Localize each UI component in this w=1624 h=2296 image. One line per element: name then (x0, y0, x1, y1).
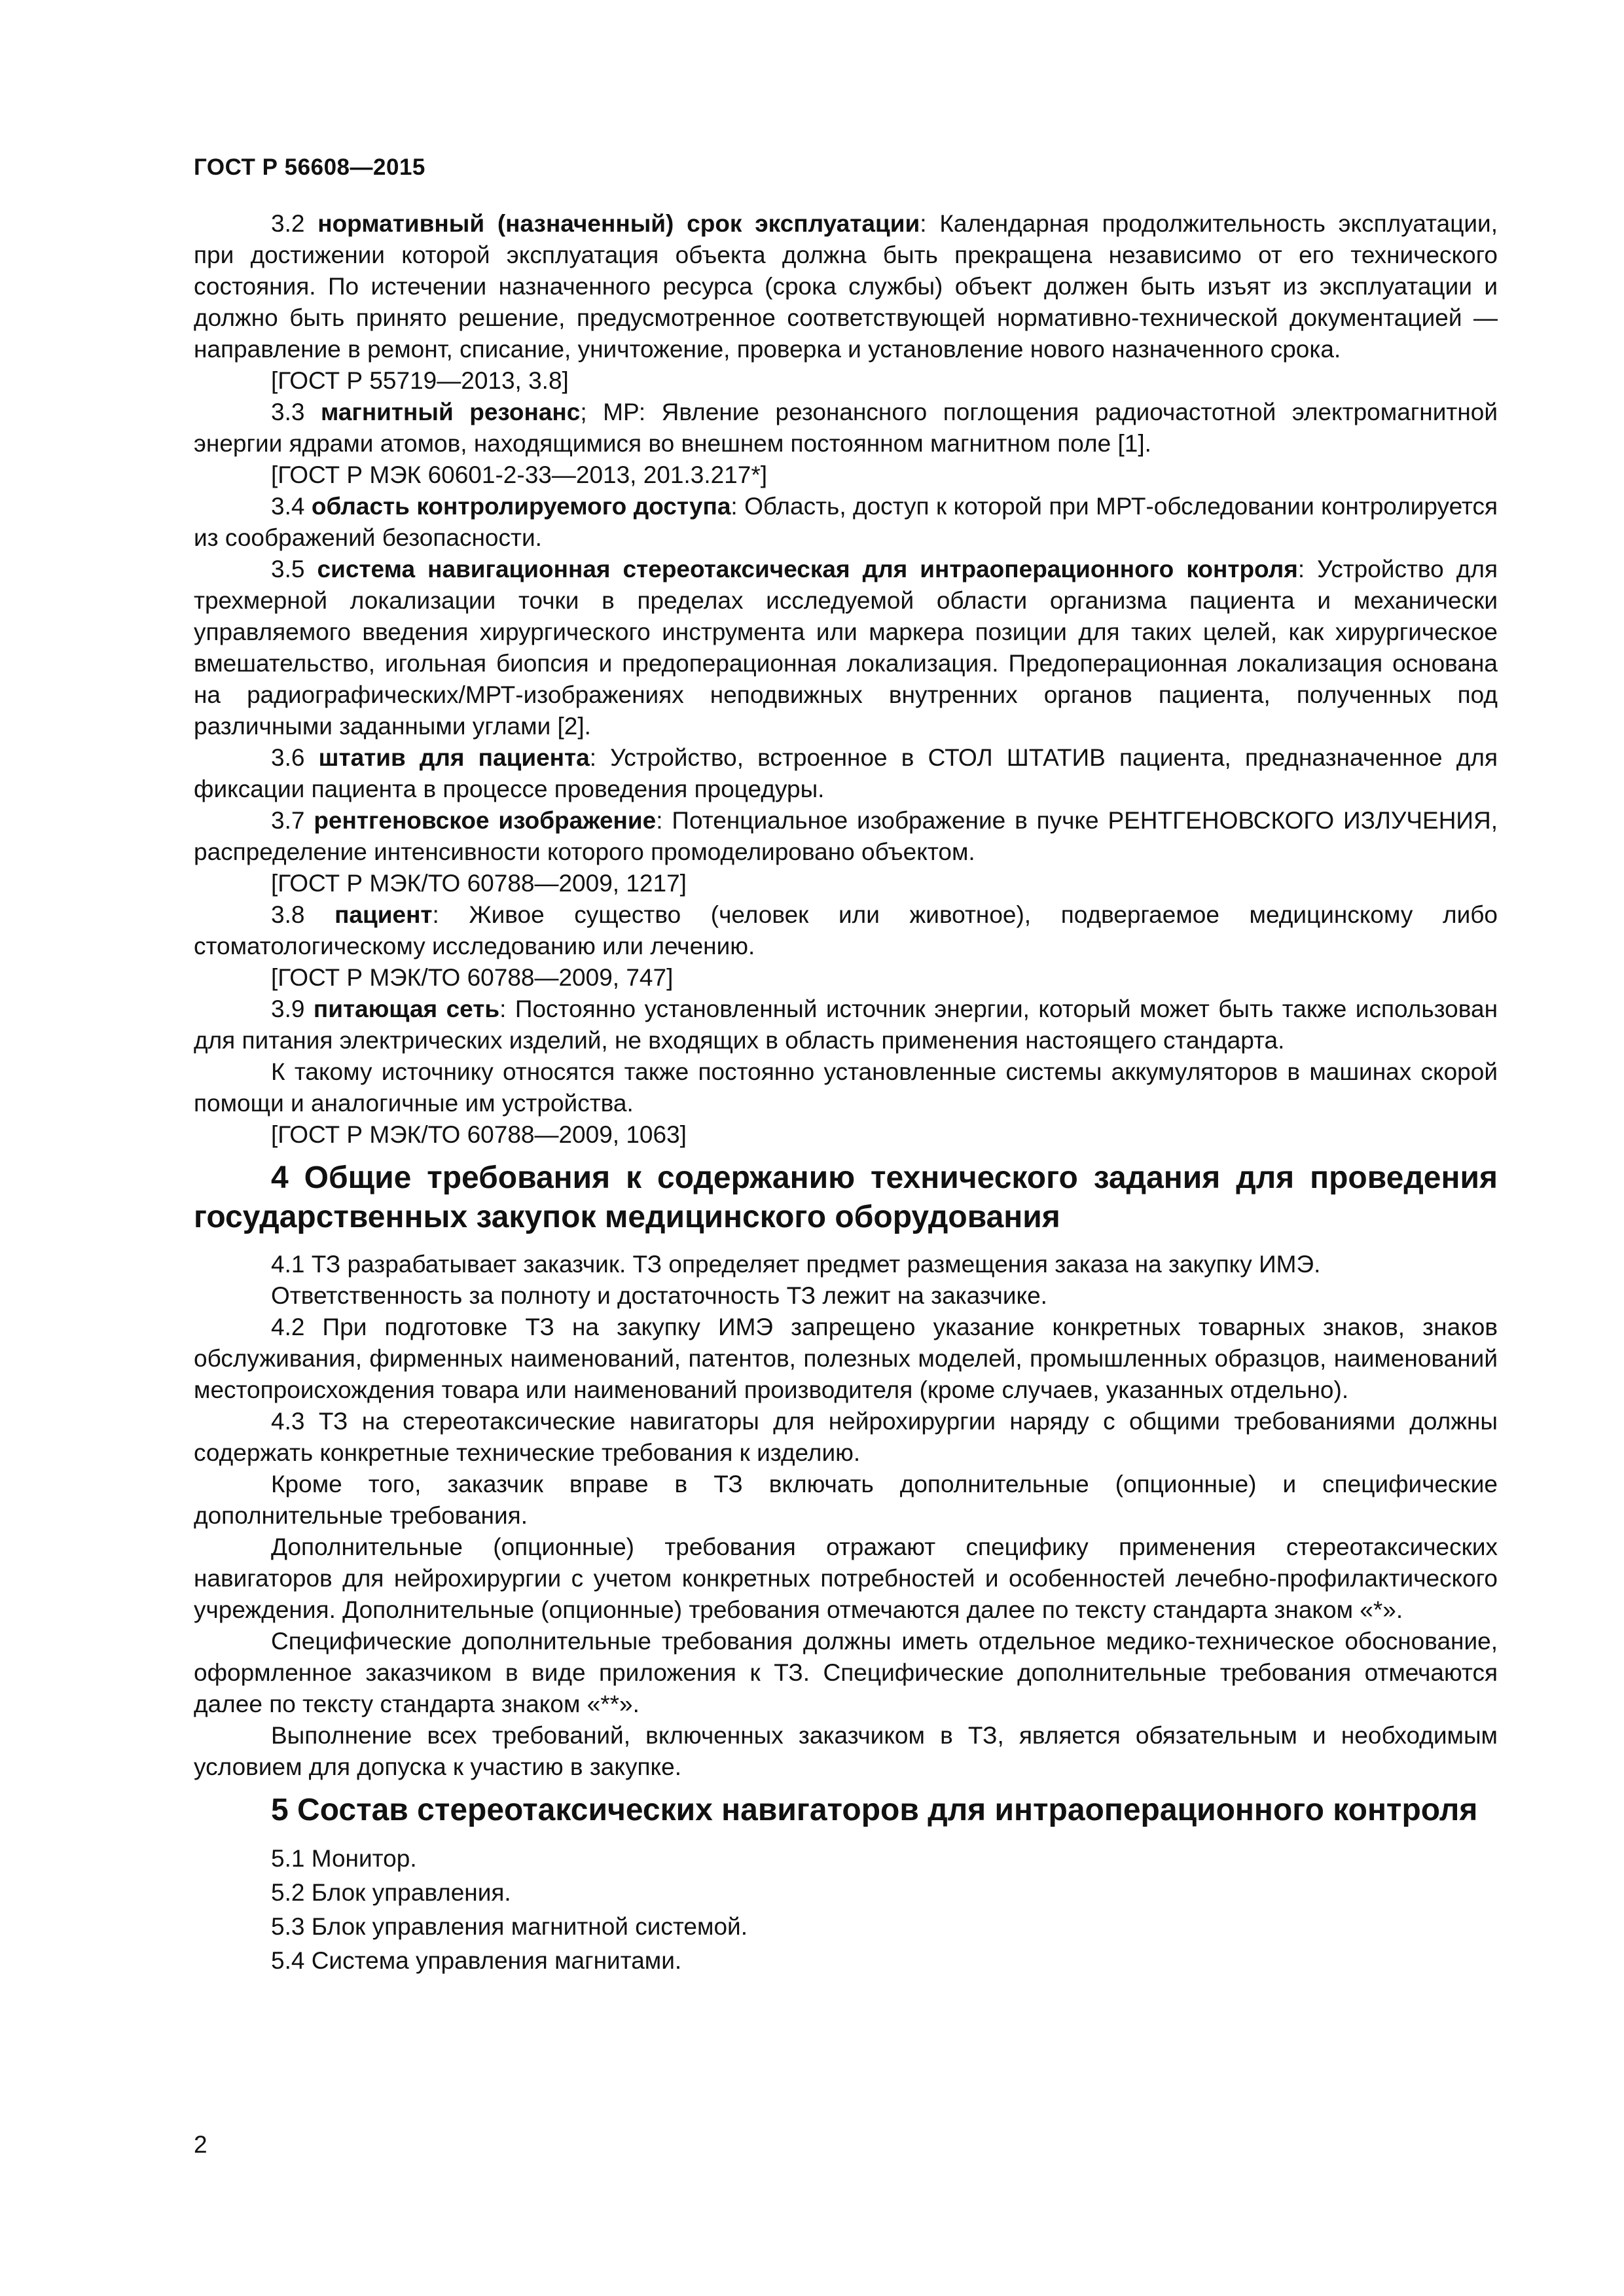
term-reference: [ГОСТ Р МЭК/ТО 60788—2009, 1217] (271, 870, 687, 897)
section-5-heading: 5 Состав стереотаксических навигаторов для интраоперационного контроля (271, 1793, 1478, 1827)
paragraph: Дополнительные (опционные) требования отражают специфику применения стереотаксических навигаторов для нейрохирургии с учетом конкретных потребностей и особенностей лечебно-профилактического учреждения. Дополнительные (опционные) требования отмечаются далее по тексту стандарта знаком «*». (194, 1534, 1498, 1623)
paragraph: Кроме того, заказчик вправе в ТЗ включать дополнительные (опционные) и специфические дополнительные требования. (194, 1471, 1498, 1529)
term-name: пациент (334, 901, 433, 928)
term-number: 3.5 (271, 556, 305, 583)
paragraph-4-1: 4.1 ТЗ разрабатывает заказчик. ТЗ определяет предмет размещения заказа на закупку ИМЭ. (271, 1251, 1321, 1278)
paragraph-4-2: 4.2 При подготовке ТЗ на закупку ИМЭ запрещено указание конкретных товарных знаков, знаков обслуживания, фирменных наименований, патентов, полезных моделей, промышленных образцов, наименований местопроисхождения товара или наименований производителя (кроме случаев, указанных отдельно). (194, 1314, 1498, 1403)
term-name: питающая сеть (313, 996, 500, 1022)
list-item: 5.3 Блок управления магнитной системой. (271, 1913, 748, 1940)
paragraph: Ответственность за полноту и достаточность ТЗ лежит на заказчике. (271, 1282, 1047, 1309)
term-number: 3.8 (271, 901, 305, 928)
paragraph-4-3: 4.3 ТЗ на стереотаксические навигаторы для нейрохирургии наряду с общими требованиями должны содержать конкретные технические требования к изделию. (194, 1408, 1498, 1466)
term-3-7 (194, 805, 1498, 868)
term-definition: : Устройство для трехмерной локализации точки в пределах исследуемой области организма пациента и механически управляемого введения хирургического инструмента или маркера позиции для таких целей, как хирургическое вмешательство, игольная биопсия и предоперационная локализация. Предоперационная локализация основана на радиографических/МРТ-изображениях неподвижных внутренних органов пациента, полученных под различными заданными углами [2]. (194, 556, 1498, 740)
term-3-5 (194, 554, 1498, 742)
term-number: 3.4 (271, 493, 305, 520)
term-number: 3.3 (271, 399, 305, 425)
term-3-4 (194, 491, 1498, 554)
term-name: область контролируемого доступа (311, 493, 731, 520)
term-definition: : Живое существо (человек или животное), подвергаемое медицинскому либо стоматологическому исследованию или лечению. (194, 901, 1498, 960)
term-reference: [ГОСТ Р 55719—2013, 3.8] (271, 367, 569, 394)
term-3-2 (194, 208, 1498, 365)
term-definition: : Постоянно установленный источник энергии, который может быть также использован для питания электрических изделий, не входящих в область применения настоящего стандарта. (194, 996, 1498, 1054)
term-definition: ; МР: Явление резонансного поглощения радиочастотной электромагнитной энергии ядрами атомов, находящимися во внешнем постоянном магнитном поле [1]. (194, 399, 1498, 457)
list-item: 5.2 Блок управления. (271, 1879, 511, 1906)
list-item: 5.1 Монитор. (271, 1845, 417, 1872)
term-definition: : Потенциальное изображение в пучке РЕНТГЕНОВСКОГО ИЗЛУЧЕНИЯ, распределение интенсивности которого промоделировано объектом. (194, 807, 1498, 865)
page-number: 2 (194, 2131, 208, 2158)
term-3-9 (194, 994, 1498, 1056)
term-3-6 (194, 742, 1498, 805)
term-number: 3.7 (271, 807, 305, 834)
term-definition: : Календарная продолжительность эксплуатации, при достижении которой эксплуатация объекта должна быть прекращена независимо от его технического состояния. По истечении назначенного ресурса (срока службы) объект должен быть изъят из эксплуатации и должно быть принято решение, предусмотренное соответствующей нормативно-технической документацией — направление в ремонт, списание, уничтожение, проверка и установление нового назначенного срока. (194, 210, 1498, 363)
term-number: 3.2 (271, 210, 305, 237)
section-4-heading: 4 Общие требования к содержанию технического задания для проведения государственных закупок медицинского оборудования (194, 1160, 1498, 1234)
term-definition: : Область, доступ к которой при МРТ-обследовании контролируется из соображений безопасности. (194, 493, 1498, 551)
term-number: 3.9 (271, 996, 305, 1022)
term-number: 3.6 (271, 744, 305, 771)
term-name: рентгеновское изображение (314, 807, 657, 834)
term-3-8 (194, 899, 1498, 962)
term-reference: [ГОСТ Р МЭК/ТО 60788—2009, 1063] (271, 1121, 687, 1148)
list-item: 5.4 Система управления магнитами. (271, 1947, 682, 1974)
paragraph: Специфические дополнительные требования должны иметь отдельное медико-техническое обоснование, оформленное заказчиком в виде приложения к ТЗ. Специфические дополнительные требования отмечаются далее по тексту стандарта знаком «**». (194, 1628, 1498, 1717)
document-body (194, 208, 1498, 1978)
term-3-3 (194, 397, 1498, 459)
term-name: магнитный резонанс (320, 399, 581, 425)
term-note: К такому источнику относятся также постоянно установленные системы аккумуляторов в машинах скорой помощи и аналогичные им устройства. (194, 1058, 1498, 1117)
document-code-header: ГОСТ Р 56608—2015 (194, 154, 425, 180)
paragraph: Выполнение всех требований, включенных заказчиком в ТЗ, является обязательным и необходимым условием для допуска к участию в закупке. (194, 1722, 1498, 1780)
term-name: нормативный (назначенный) срок эксплуатации (317, 210, 920, 237)
term-reference: [ГОСТ Р МЭК 60601-2-33—2013, 201.3.217*] (271, 461, 768, 488)
term-name: система навигационная стереотаксическая для интраоперационного контроля (317, 556, 1298, 583)
term-definition: : Устройство, встроенное в СТОЛ ШТАТИВ пациента, предназначенное для фиксации пациента в процессе проведения процедуры. (194, 744, 1498, 802)
term-name: штатив для пациента (318, 744, 590, 771)
term-reference: [ГОСТ Р МЭК/ТО 60788—2009, 747] (271, 964, 674, 991)
